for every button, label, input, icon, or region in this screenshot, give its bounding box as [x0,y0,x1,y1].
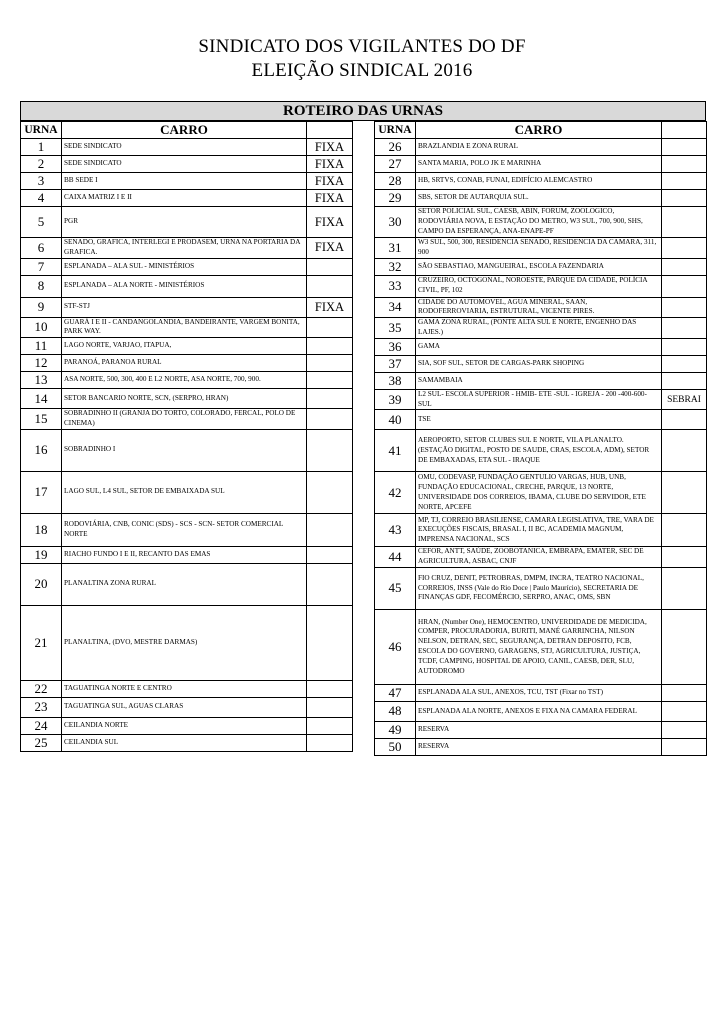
extra-cell [307,605,353,680]
carro-description: SOBRADINHO I [62,429,307,471]
carro-description: MP, TJ, CORREIO BRASILIENSE, CAMARA LEGISLATIVA, TRE, VARA DE EXECUÇÕES FISCAIS, BRASAL I, II BC, ACADEMIA MAGNUM, IMPRENSA NACIONAL, SCS [416,514,662,547]
carro-description: RIACHO FUNDO I E II, RECANTO DAS EMAS [62,546,307,563]
urna-number: 31 [375,238,416,259]
urna-number: 44 [375,547,416,568]
urna-number: 3 [21,173,62,190]
carro-description: SBS, SETOR DE AUTARQUIA SUL. [416,190,662,207]
urna-number: 30 [375,207,416,238]
extra-cell [307,429,353,471]
carro-description: GAMA [416,338,662,355]
table-row [375,275,707,297]
carro-description: TAGUATINGA NORTE E CENTRO [62,680,307,697]
extra-cell [307,372,353,389]
extra-cell [662,701,707,721]
urna-number: 17 [21,471,62,513]
carro-description: SANTA MARIA, POLO JK E MARINHA [416,156,662,173]
urna-number: 1 [21,139,62,156]
urna-number: 12 [21,355,62,372]
carro-description: ESPLANADA – ALA NORTE - MINISTÉRIOS [62,275,307,297]
urna-number: 13 [21,372,62,389]
table-row [21,297,353,317]
urnas-table-left [20,121,353,752]
carro-description: AEROPORTO, SETOR CLUBES SUL E NORTE, VILA PLANALTO. (ESTAÇÃO DIGITAL, POSTO DE SAUDE, CRAS, ESCOLA, ADM), SETOR DE EMBAXADAS, ETA SUL - IRAQUE [416,430,662,472]
extra-cell: FIXA [307,297,353,317]
carro-description: PLANALTINA ZONA RURAL [62,563,307,605]
table-header-row [375,122,707,139]
table-row [375,372,707,389]
table-row [375,701,707,721]
urna-number: 27 [375,156,416,173]
urna-number: 45 [375,567,416,609]
table-row [21,409,353,430]
extra-cell [662,139,707,156]
extra-cell [662,275,707,297]
carro-description: LAGO NORTE, VARJAO, ITAPUA, [62,338,307,355]
document-title: SINDICATO DOS VIGILANTES DO DF [198,36,526,57]
table-row [375,238,707,259]
extra-cell: FIXA [307,238,353,259]
urna-column-header: URNA [375,122,416,139]
table-row [21,317,353,338]
table-row [21,173,353,190]
carro-description: CAIXA MATRIZ I E II [62,190,307,207]
table-row [375,738,707,755]
table-row [375,258,707,275]
table-row [21,258,353,275]
table-row [375,297,707,318]
table-row [21,156,353,173]
table-row [21,275,353,297]
carro-description: SETOR POLICIAL SUL, CAESB, ABIN, FORUM, ZOOLOGICO, RODOVIÁRIA NOVA, E ESTAÇÃO DO METRO, W3 SUL, 700, 900, SHS, CAMPO DA ESPERANÇA, ANA-ENAPE-PF [416,207,662,238]
extra-cell [662,238,707,259]
urna-number: 8 [21,275,62,297]
carro-description: SIA, SOF SUL, SETOR DE CARGAS-PARK SHOPING [416,355,662,372]
urna-number: 43 [375,514,416,547]
carro-description: CEILANDIA NORTE [62,717,307,734]
urna-number: 39 [375,389,416,410]
carro-description: RESERVA [416,721,662,738]
table-row [21,207,353,238]
extra-cell [662,173,707,190]
table-row [375,430,707,472]
urna-number: 35 [375,318,416,339]
extra-cell: FIXA [307,156,353,173]
carro-description: ESPLANADA ALA SUL, ANEXOS, TCU, TST (Fixar no TST) [416,684,662,701]
urna-number: 5 [21,207,62,238]
table-row [375,190,707,207]
carro-description: SOBRADINHO II (GRANJA DO TORTO, COLORADO, FERCAL, POLO DE CINEMA) [62,409,307,430]
extra-cell [307,355,353,372]
carro-description: GAMA ZONA RURAL, (PONTE ALTA SUL E NORTE, ENGENHO DAS LAJES.) [416,318,662,339]
extra-cell [662,514,707,547]
extra-cell [307,275,353,297]
extra-cell [662,207,707,238]
table-row [21,697,353,717]
extra-cell [307,513,353,546]
carro-description: CEILANDIA SUL [62,734,307,751]
extra-cell [307,389,353,409]
urna-number: 49 [375,721,416,738]
urna-number: 24 [21,717,62,734]
extra-cell: FIXA [307,139,353,156]
carro-description: SÃO SEBASTIAO, MANGUEIRAL, ESCOLA FAZENDARIA [416,258,662,275]
carro-description: RODOVIÁRIA, CNB, CONIC (SDS) - SCS - SCN- SETOR COMERCIAL NORTE [62,513,307,546]
urna-number: 2 [21,156,62,173]
extra-cell [662,684,707,701]
extra-cell [662,472,707,514]
extra-column-header [307,122,353,139]
carro-description: ESPLANADA ALA NORTE, ANEXOS E FIXA NA CAMARA FEDERAL [416,701,662,721]
extra-cell [307,409,353,430]
extra-cell [662,355,707,372]
urna-number: 23 [21,697,62,717]
carro-description: L2 SUL- ESCOLA SUPERIOR - HMIB- ETE -SUL - IGREJA - 200 -400-600-SUL [416,389,662,410]
extra-cell [662,190,707,207]
table-row [21,717,353,734]
table-row [375,567,707,609]
table-row [375,514,707,547]
extra-cell: FIXA [307,207,353,238]
urna-number: 38 [375,372,416,389]
carro-description: BRAZLANDIA E ZONA RURAL [416,139,662,156]
carro-description: STF-STJ [62,297,307,317]
table-row [375,472,707,514]
extra-cell [662,609,707,684]
extra-cell [662,318,707,339]
urna-number: 47 [375,684,416,701]
urna-number: 22 [21,680,62,697]
urna-number: 16 [21,429,62,471]
extra-cell [307,734,353,751]
urna-number: 9 [21,297,62,317]
table-row [375,355,707,372]
carro-description: PARANOÁ, PARANOA RURAL [62,355,307,372]
extra-cell: FIXA [307,173,353,190]
urna-number: 48 [375,701,416,721]
extra-cell: FIXA [307,190,353,207]
extra-cell [662,258,707,275]
carro-description: PGR [62,207,307,238]
carro-description: PLANALTINA, (DVO, MESTRE DARMAS) [62,605,307,680]
extra-cell [662,372,707,389]
carro-description: ASA NORTE, 500, 300, 400 E L2 NORTE, ASA NORTE, 700, 900. [62,372,307,389]
carro-description: BB SEDE I [62,173,307,190]
carro-description: OMU, CODEVASP, FUNDAÇÃO GENTULIO VARGAS, HUB, UNB, FUNDAÇÃO EDUCACIONAL, CRECHE, PARQUE, 13 NORTE, UNIVERSIDADE DOS CORREIOS, IBAMA, CLUBE DO SERVIDOR, ETE NORTE, APCEFE [416,472,662,514]
table-row [21,680,353,697]
carro-description: TAGUATINGA SUL, AGUAS CLARAS [62,697,307,717]
carro-description: CEFOR, ANTT, SAÚDE, ZOOBOTANICA, EMBRAPA, EMATER, SEC DE AGRICULTURA, ASBAC, CNJF [416,547,662,568]
extra-cell [307,563,353,605]
extra-cell [662,410,707,430]
extra-cell [662,338,707,355]
extra-cell [307,680,353,697]
table-row [375,139,707,156]
urnas-table-right [374,121,707,756]
carro-description: RESERVA [416,738,662,755]
table-header-row [21,122,353,139]
urna-number: 20 [21,563,62,605]
extra-cell: SEBRAI [662,389,707,410]
carro-description: CIDADE DO AUTOMOVEL, AGUA MINERAL, SAAN, RODOFERROVIARIA, ESTRUTURAL, VICENTE PIRES. [416,297,662,318]
urna-number: 34 [375,297,416,318]
urna-number: 26 [375,139,416,156]
urna-number: 6 [21,238,62,259]
extra-cell [307,317,353,338]
urna-number: 15 [21,409,62,430]
urna-number: 10 [21,317,62,338]
document-subtitle: ELEIÇÃO SINDICAL 2016 [251,60,473,81]
carro-description: FIO CRUZ, DENIT, PETROBRAS, DMPM, INCRA, TEATRO NACIONAL, CORREIOS, INSS (Vale do Rio Doce | Paulo Maurício), SECRETARIA DE FINANÇAS GDF, FECOMÉRCIO, SERPRO, ANAC, OMS, SBN [416,567,662,609]
carro-description: HRAN, (Number One), HEMOCENTRO, UNIVERDIDADE DE MEDICIDA, COMPER, PROCURADORIA, BURITI, MANÉ GARRINCHA, NILSON NELSON, DETRAN, SEC, SEGURANÇA, DETRAN DEPOSITO, FCB, ESCOLA DO GOVERNO, GARAGENS, STJ, AGRICULTURA, JUSTIÇA, TCDF, CAMPING, HOSPITAL DE APOIO, CANIL, CAESB, DER, SLU, AUTODROMO [416,609,662,684]
urna-number: 33 [375,275,416,297]
table-row [21,471,353,513]
carro-description: TSE [416,410,662,430]
table-row [21,372,353,389]
extra-column-header [662,122,707,139]
extra-cell [307,338,353,355]
urna-number: 25 [21,734,62,751]
carro-description: CRUZEIRO, OCTOGONAL, NOROESTE, PARQUE DA CIDADE, POLÍCIA CIVIL, PF, 102 [416,275,662,297]
table-row [375,389,707,410]
extra-cell [662,567,707,609]
carro-description: W3 SUL, 500, 300, RESIDENCIA SENADO, RESIDENCIA DA CAMARA, 311, 900 [416,238,662,259]
table-row [375,156,707,173]
carro-column-header: CARRO [62,122,307,139]
carro-description: SENADO, GRAFICA, INTERLEGI E PRODASEM, URNA NA PORTARIA DA GRAFICA. [62,238,307,259]
extra-cell [307,546,353,563]
urna-number: 41 [375,430,416,472]
carro-description: SEDE SINDICATO [62,156,307,173]
carro-description: LAGO SUL, L4 SUL, SETOR DE EMBAIXADA SUL [62,471,307,513]
carro-description: SAMAMBAIA [416,372,662,389]
extra-cell [307,697,353,717]
table-row [21,338,353,355]
table-row [21,563,353,605]
extra-cell [662,430,707,472]
carro-description: SEDE SINDICATO [62,139,307,156]
table-row [21,605,353,680]
urna-number: 32 [375,258,416,275]
table-row [375,338,707,355]
extra-cell [662,297,707,318]
urna-number: 28 [375,173,416,190]
urna-number: 37 [375,355,416,372]
table-row [375,173,707,190]
urna-number: 36 [375,338,416,355]
urna-number: 50 [375,738,416,755]
table-row [21,238,353,259]
urna-number: 14 [21,389,62,409]
urna-number: 4 [21,190,62,207]
carro-description: GUARÁ I E II - CANDANGOLANDIA, BANDEIRANTE, VARGEM BONITA, PARK WAY. [62,317,307,338]
table-row [21,139,353,156]
extra-cell [307,258,353,275]
table-row [375,410,707,430]
table-row [375,318,707,339]
urna-number: 7 [21,258,62,275]
table-row [375,684,707,701]
table-row [21,429,353,471]
section-title: ROTEIRO DAS URNAS [20,101,706,121]
extra-cell [662,547,707,568]
table-row [375,207,707,238]
table-row [375,547,707,568]
carro-description: SETOR BANCARIO NORTE, SCN, (SERPRO, HRAN) [62,389,307,409]
table-row [21,190,353,207]
carro-description: HB, SRTVS, CONAB, FUNAI, EDIFÍCIO ALEMCASTRO [416,173,662,190]
urna-number: 46 [375,609,416,684]
table-row [375,609,707,684]
urna-number: 19 [21,546,62,563]
table-row [21,355,353,372]
carro-description: ESPLANADA – ALA SUL - MINISTÉRIOS [62,258,307,275]
table-row [21,389,353,409]
extra-cell [662,721,707,738]
urna-number: 40 [375,410,416,430]
urna-number: 29 [375,190,416,207]
urna-column-header: URNA [21,122,62,139]
extra-cell [662,156,707,173]
urna-number: 21 [21,605,62,680]
table-row [21,546,353,563]
urna-number: 18 [21,513,62,546]
carro-column-header: CARRO [416,122,662,139]
urna-number: 42 [375,472,416,514]
table-row [21,513,353,546]
extra-cell [307,471,353,513]
table-row [21,734,353,751]
extra-cell [662,738,707,755]
table-row [375,721,707,738]
urna-number: 11 [21,338,62,355]
extra-cell [307,717,353,734]
